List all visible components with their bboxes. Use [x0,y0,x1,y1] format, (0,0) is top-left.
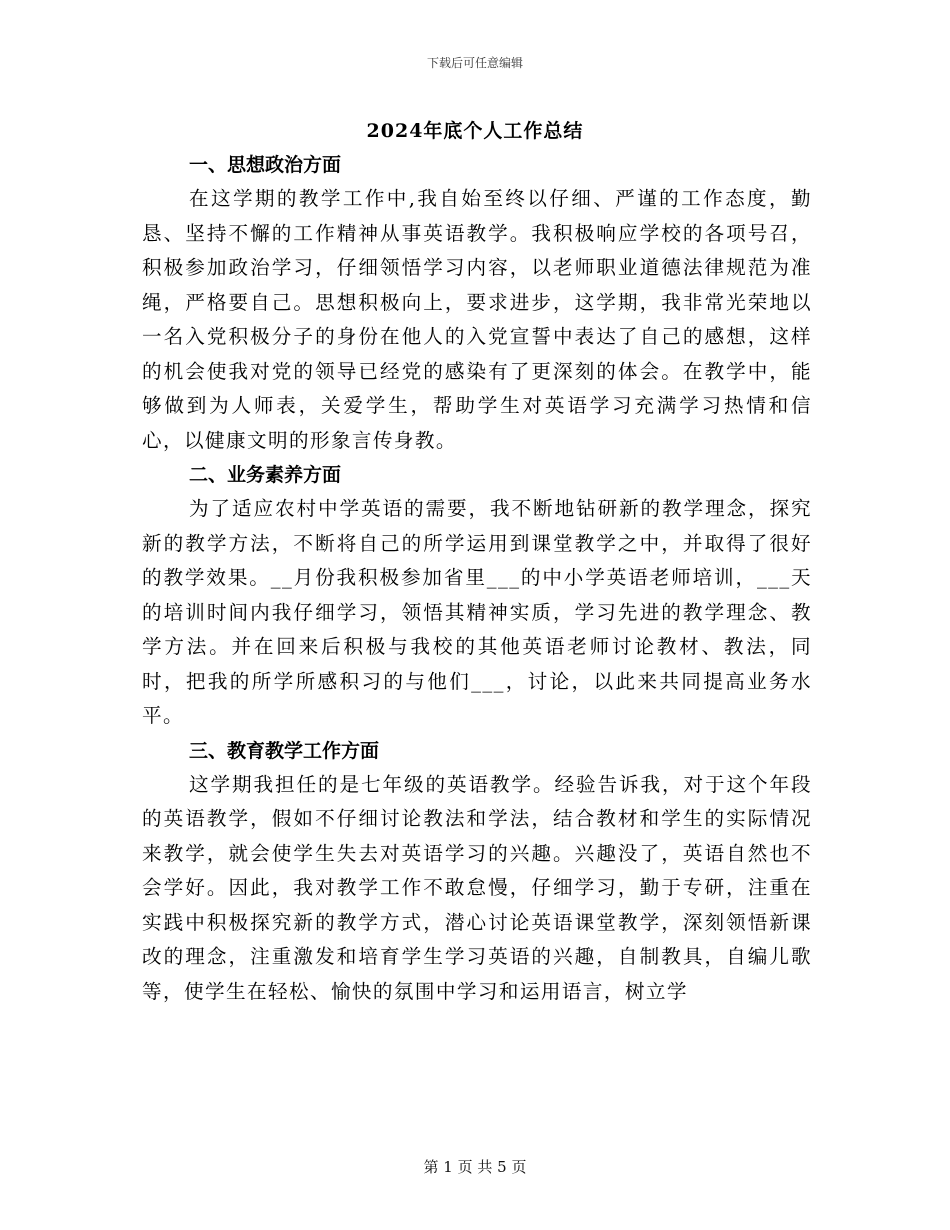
page-header-note: 下载后可任意编辑 [426,56,523,70]
section-paragraph: 这学期我担任的是七年级的英语教学。经验告诉我，对于这个年段的英语教学，假如不仔细讨论教法和学法，结合教材和学生的实际情况来教学，就会使学生失去对英语学习的兴趣。兴趣没了，英语自然也不会学好。因此，我对教学工作不敢怠慢，仔细学习，勤于专研，注重在实践中积极探究新的教学方式，潜心讨论英语课堂教学，深刻领悟新课改的理念，注重激发和培育学生学习英语的兴趣，自制教具，自编儿歌等，使学生在轻松、愉快的氛围中学习和运用语言，树立学 [142,772,812,1003]
section-teaching-work [142,734,812,1010]
document-body [142,148,812,1009]
section-heading: 一、思想政治方面 [189,154,342,176]
section-ideology-politics [142,148,812,458]
section-professional-quality [142,458,812,734]
section-paragraph: 在这学期的教学工作中,我自始至终以仔细、严谨的工作态度，勤恳、坚持不懈的工作精神从事英语教学。我积极响应学校的各项号召，积极参加政治学习，仔细领悟学习内容，以老师职业道德法律规范为准绳，严格要自己。思想积极向上，要求进步，这学期，我非常光荣地以一名入党积极分子的身份在他人的入党宣誓中表达了自己的感想，这样的机会使我对党的领导已经党的感染有了更深刻的体会。在教学中，能够做到为人师表，关爱学生，帮助学生对英语学习充满学习热情和信心，以健康文明的形象言传身教。 [142,187,812,452]
document-title: 2024年底个人工作总结 [366,120,584,142]
page-number-footer: 第 1 页 共 5 页 [423,1158,527,1176]
section-paragraph: 为了适应农村中学英语的需要，我不断地钻研新的教学理念，探究新的教学方法，不断将自己的所学运用到课堂教学之中，并取得了很好的教学效果。__月份我积极参加省里___的中小学英语老师培训，___天的培训时间内我仔细学习，领悟其精神实质，学习先进的教学理念、教学方法。并在回来后积极与我校的其他英语老师讨论教材、教法，同时，把我的所学所感积习的与他们___，讨论，以此来共同提高业务水平。 [142,497,812,727]
section-heading: 三、教育教学工作方面 [189,739,380,762]
section-heading: 二、业务素养方面 [189,464,342,486]
